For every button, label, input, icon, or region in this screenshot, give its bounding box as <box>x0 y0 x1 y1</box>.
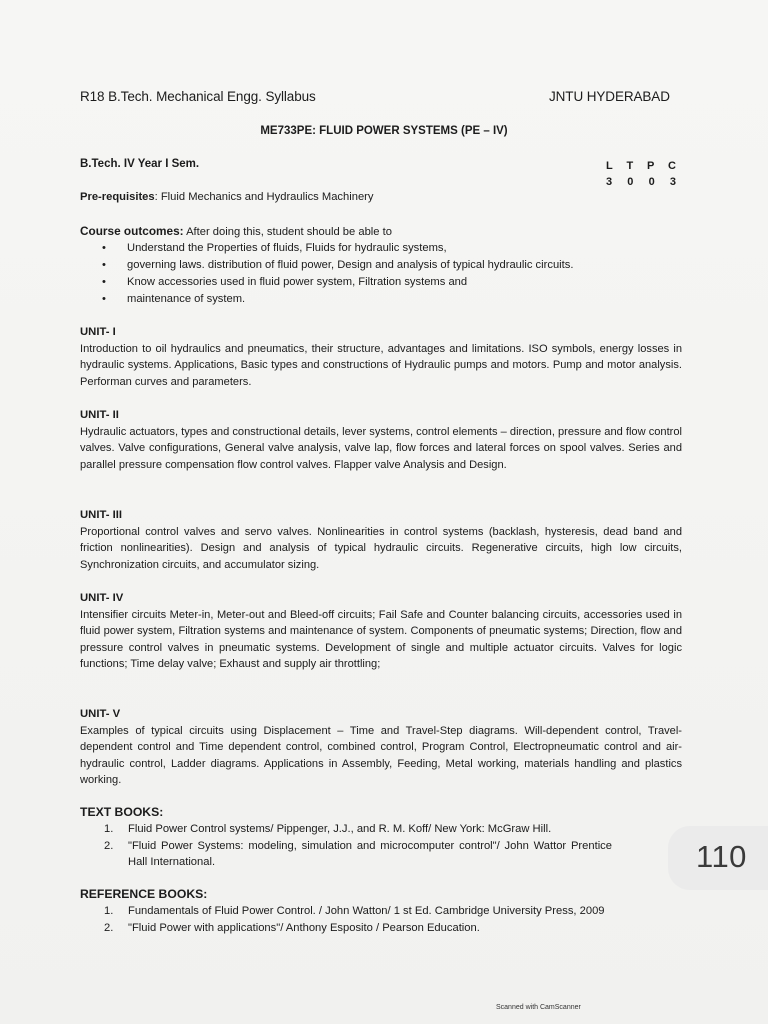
ltpc-value: 0 <box>627 176 634 188</box>
unit-1 <box>80 324 682 390</box>
unit-title: UNIT- II <box>80 409 119 421</box>
list-item <box>80 903 682 919</box>
reference-books <box>80 886 682 937</box>
unit-body: Intensifier circuits Meter-in, Meter-out and Bleed-off circuits; Fail Safe and Counter balancing circuits, accessories used in fluid power system, Filtration systems and maintenance of system. Components of pneumatic systems; Direction, flow and pressure control valves in pneumatic systems. Development of single and multiple actuator circuits. Valves for logic functions; Time delay valve; Exhaust and supply air throttling; <box>80 609 682 670</box>
list-item <box>80 920 682 936</box>
course-outcomes-label: Course outcomes: <box>80 224 184 238</box>
unit-4 <box>80 590 682 672</box>
list-item <box>80 838 682 870</box>
ltpc-label: L <box>606 160 613 172</box>
text-books-title: TEXT BOOKS: <box>80 805 164 819</box>
list-item: • Know accessories used in fluid power system, Filtration systems and <box>80 274 680 291</box>
item-text: Fundamentals of Fluid Power Control. / John Watton/ 1 st Ed. Cambridge University Press, 2009 <box>128 905 605 917</box>
course-outcomes-intro: After doing this, student should be able to <box>183 226 392 238</box>
unit-body: Hydraulic actuators, types and constructional details, lever systems, control elements – direction, pressure and flow control valves. Valve configurations, General valve analysis, valve lap, flow forces and lateral forces on spool valves. Series and parallel pressure compensation flow control valves. Flapper valve Analysis and Design. <box>80 426 682 471</box>
text-books <box>80 804 682 871</box>
page-number-badge <box>668 826 768 890</box>
list-item: • governing laws. distribution of fluid power, Design and analysis of typical hydraulic circuits. <box>80 257 680 274</box>
item-text: "Fluid Power with applications"/ Anthony Esposito / Pearson Education. <box>128 922 480 934</box>
item-number: 2. <box>104 922 114 934</box>
prerequisites-text: : Fluid Mechanics and Hydraulics Machinery <box>154 191 374 203</box>
text-books-list <box>80 821 682 870</box>
item-number: 1. <box>104 823 114 835</box>
page-number: 110 <box>696 839 747 874</box>
ltpc-labels <box>606 158 676 174</box>
header-university: JNTU HYDERABAD <box>549 89 670 104</box>
reference-books-title: REFERENCE BOOKS: <box>80 887 208 901</box>
ltpc-table <box>606 158 676 190</box>
unit-title: UNIT- IV <box>80 592 124 604</box>
ltpc-label: C <box>668 160 676 172</box>
course-outcomes-list <box>80 240 680 308</box>
ltpc-value: 3 <box>606 176 613 188</box>
semester-label: B.Tech. IV Year I Sem. <box>80 158 200 170</box>
unit-body: Proportional control valves and servo valves. Nonlinearities in control systems (backlash, hysteresis, dead band and friction nonlinearities). Design and analysis of typical hydraulic circuits. Regenerative circuits, high low circuits, Synchronization circuits, and accumulator sizing. <box>80 526 682 571</box>
unit-body: Introduction to oil hydraulics and pneumatics, their structure, advantages and limitations. ISO symbols, energy losses in hydraulic systems. Applications, Basic types and constructions of Hydraulic pumps and motors. Pump and motor analysis. Performan curves and parameters. <box>80 343 682 388</box>
item-text: "Fluid Power Systems: modeling, simulation and microcomputer control"/ John Wattor Prentice Hall International. <box>128 840 612 868</box>
ltpc-values <box>606 174 676 190</box>
ltpc-value: 3 <box>669 176 676 188</box>
ltpc-label: P <box>646 160 655 172</box>
reference-books-list <box>80 903 682 936</box>
list-item: • maintenance of system. <box>80 291 680 308</box>
prerequisites-label: Pre-requisites <box>80 191 155 203</box>
list-item <box>80 821 682 837</box>
scanner-watermark: Scanned with CamScanner <box>496 1004 581 1011</box>
course-outcomes <box>80 224 680 308</box>
unit-body: Examples of typical circuits using Displacement – Time and Travel-Step diagrams. Will-dependent control, Travel-dependent control and Time dependent control, combined control, Program Control, Electropneumatic control and air-hydraulic control, Ladder diagrams. Applications in Assembly, Feeding, Metal working, materials handling and plastics working. <box>80 725 682 786</box>
ltpc-value: 0 <box>648 176 655 188</box>
item-number: 2. <box>104 840 114 852</box>
item-text: Fluid Power Control systems/ Pippenger, J.J., and R. M. Koff/ New York: McGraw Hill. <box>128 823 552 835</box>
unit-3 <box>80 507 682 573</box>
prerequisites <box>80 191 374 203</box>
course-outcomes-lead <box>80 224 680 238</box>
unit-title: UNIT- V <box>80 708 121 720</box>
list-item: • Understand the Properties of fluids, Fluids for hydraulic systems, <box>80 240 680 257</box>
unit-2 <box>80 407 682 473</box>
header-syllabus-title: R18 B.Tech. Mechanical Engg. Syllabus <box>80 89 316 104</box>
unit-5 <box>80 706 682 788</box>
unit-title: UNIT- III <box>80 509 123 521</box>
unit-title: UNIT- I <box>80 326 116 338</box>
course-title: ME733PE: FLUID POWER SYSTEMS (PE – IV) <box>260 125 508 137</box>
ltpc-label: T <box>626 160 634 172</box>
item-number: 1. <box>104 905 114 917</box>
